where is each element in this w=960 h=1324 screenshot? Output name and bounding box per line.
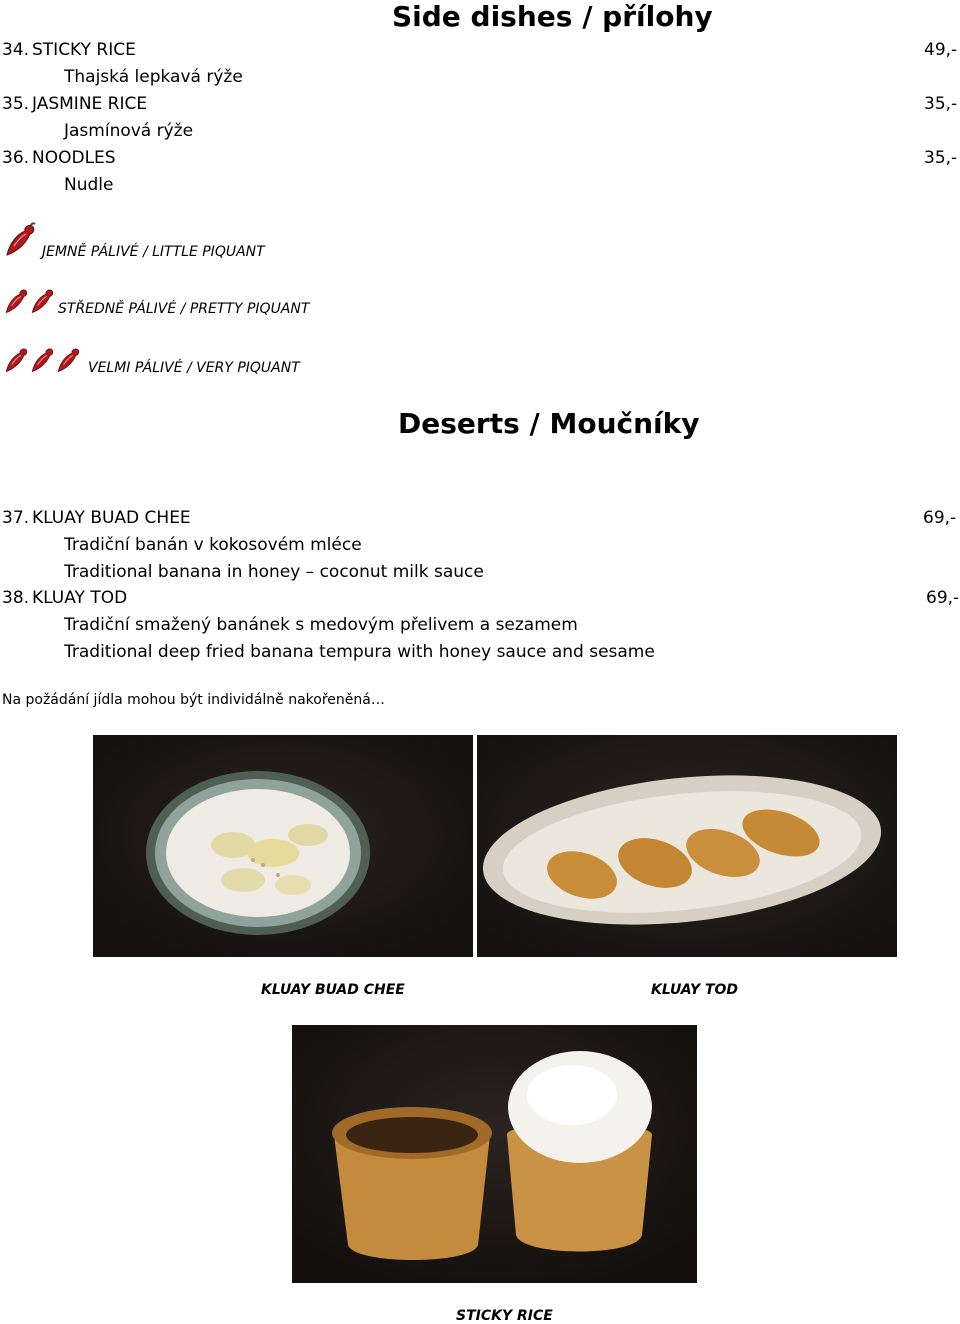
photo-caption: KLUAY TOD — [651, 982, 739, 998]
menu-item-name: KLUAY TOD — [32, 588, 128, 608]
spice-level-label: JEMNĚ PÁLIVÉ / LITTLE PIQUANT — [42, 244, 265, 260]
menu-item-name: KLUAY BUAD CHEE — [32, 508, 191, 528]
menu-item-description: Tradiční banán v kokosovém mléce — [64, 535, 362, 555]
chili-pepper-icon — [4, 343, 30, 377]
menu-item-number: 34. — [2, 40, 30, 60]
menu-item-name: NOODLES — [32, 148, 116, 168]
kluay-buad-chee-photo — [93, 735, 473, 957]
kluay-tod-photo — [477, 735, 897, 957]
menu-item-price: 35,- — [924, 94, 958, 114]
menu-item-description: Nudle — [64, 175, 114, 195]
chili-pepper-icon — [4, 222, 38, 258]
seasoning-note: Na požádání jídla mohou být individálně nakořeněná… — [2, 692, 385, 708]
spice-level-label: STŘEDNĚ PÁLIVÉ / PRETTY PIQUANT — [58, 301, 310, 317]
menu-item-name: JASMINE RICE — [32, 94, 148, 114]
chili-pepper-icon — [30, 343, 56, 377]
menu-item-number: 36. — [2, 148, 30, 168]
menu-item-number: 35. — [2, 94, 30, 114]
menu-item-number: 37. — [2, 508, 30, 528]
sticky-rice-photo — [292, 1025, 697, 1283]
photo-caption: STICKY RICE — [456, 1308, 553, 1324]
menu-item-description: Thajská lepkavá rýže — [64, 67, 243, 87]
menu-item-price: 69,- — [923, 508, 957, 528]
desserts-title: Deserts / Moučníky — [398, 407, 700, 440]
menu-item-number: 38. — [2, 588, 30, 608]
chili-pepper-icon — [30, 284, 56, 318]
menu-item-description: Traditional deep fried banana tempura with honey sauce and sesame — [64, 642, 655, 662]
menu-item-name: STICKY RICE — [32, 40, 136, 60]
menu-item-price: 35,- — [924, 148, 958, 168]
menu-item-description: Jasmínová rýže — [64, 121, 194, 141]
menu-item-description: Tradiční smažený banánek s medovým přelivem a sezamem — [64, 615, 578, 635]
spice-level-label: VELMI PÁLIVÉ / VERY PIQUANT — [88, 360, 300, 376]
chili-pepper-icon — [56, 343, 82, 377]
menu-item-description: Traditional banana in honey – coconut milk sauce — [64, 562, 484, 582]
menu-item-price: 69,- — [926, 588, 960, 608]
side-dishes-title: Side dishes / přílohy — [392, 0, 713, 33]
menu-item-price: 49,- — [924, 40, 958, 60]
photo-caption: KLUAY BUAD CHEE — [261, 982, 405, 998]
chili-pepper-icon — [4, 284, 30, 318]
